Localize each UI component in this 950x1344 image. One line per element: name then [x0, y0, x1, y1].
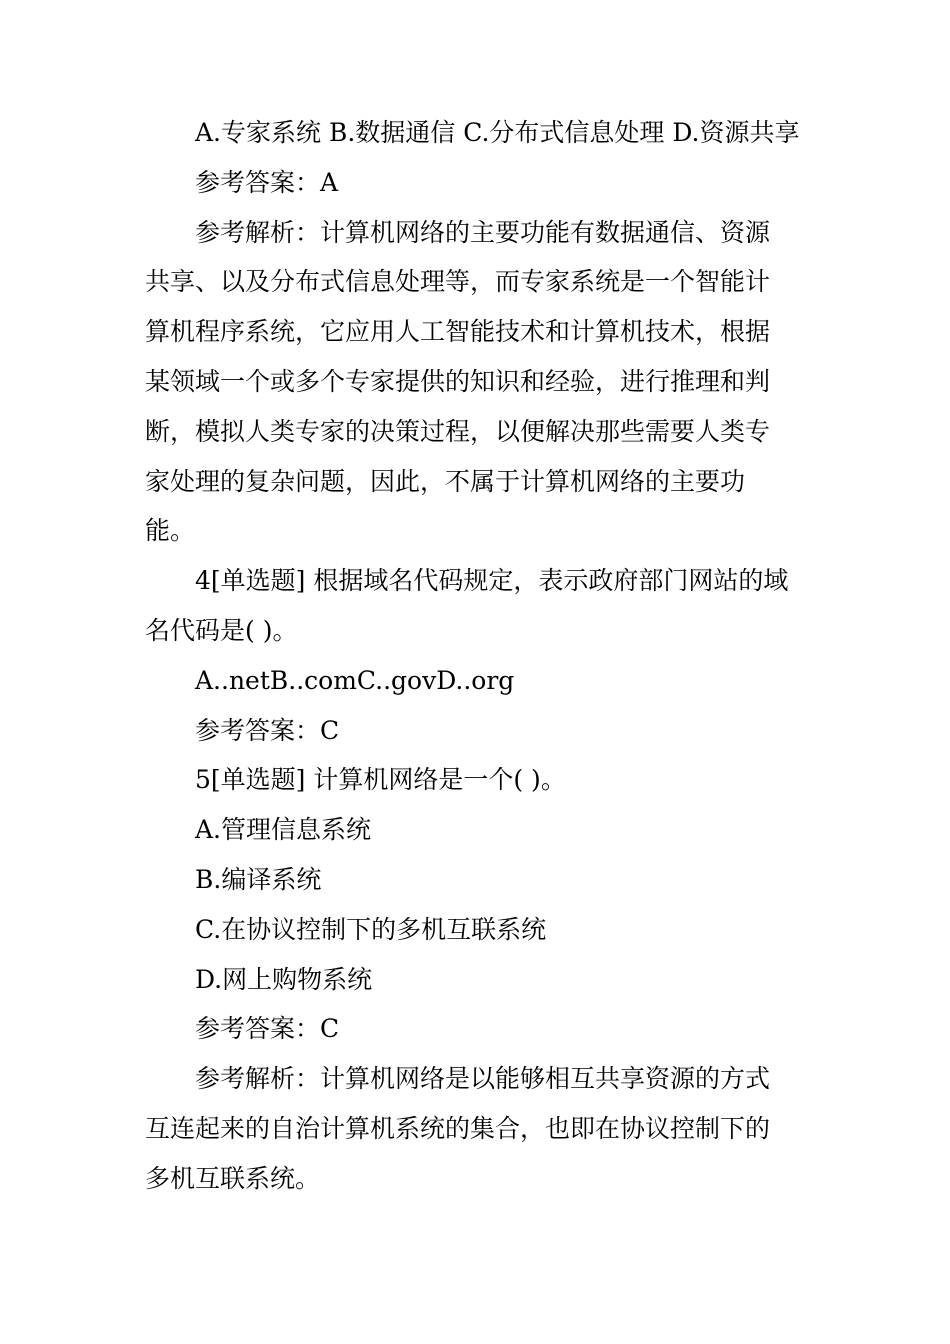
q5-question: 5[单选题] 计算机网络是一个( )。: [195, 765, 566, 795]
q3-analysis-line: 算机程序系统，它应用人工智能技术和计算机技术，根据: [145, 317, 771, 347]
q3-analysis-line: 某领域一个或多个专家提供的知识和经验，进行推理和判: [145, 366, 771, 396]
q3-analysis: [145, 208, 805, 557]
q4-question: [145, 556, 805, 656]
q4-answer: 参考答案：C: [195, 715, 340, 745]
q4-question-line: 4[单选题] 根据域名代码规定，表示政府部门网站的域: [195, 566, 789, 596]
q5-analysis: [145, 1054, 805, 1203]
q4-question-line: 名代码是( )。: [145, 615, 298, 645]
q3-answer: 参考答案：A: [195, 167, 339, 197]
q3-analysis-line: 共享、以及分布式信息处理等，而专家系统是一个智能计: [145, 267, 771, 297]
q5-analysis-line: 互连起来的自治计算机系统的集合，也即在协议控制下的: [145, 1113, 771, 1143]
q3-options: A.专家系统 B.数据通信 C.分布式信息处理 D.资源共享: [195, 118, 800, 147]
q5-option-c: C.在协议控制下的多机互联系统: [195, 914, 547, 944]
document-page: [145, 108, 805, 1204]
q3-analysis-line: 断，模拟人类专家的决策过程，以便解决那些需要人类专: [145, 416, 771, 446]
q3-analysis-line: 参考解析：计算机网络的主要功能有数据通信、资源: [195, 217, 771, 247]
q5-analysis-line: 多机互联系统。: [145, 1163, 321, 1193]
q4-options: A..netB..comC..govD..org: [195, 665, 515, 695]
q3-analysis-line: 家处理的复杂问题，因此，不属于计算机网络的主要功: [145, 466, 746, 496]
q3-analysis-line: 能。: [145, 516, 196, 546]
q5-option-b: B.编译系统: [195, 864, 322, 894]
q5-answer: 参考答案：C: [195, 1014, 340, 1044]
q5-option-a: A.管理信息系统: [195, 815, 372, 845]
q5-option-d: D.网上购物系统: [195, 964, 373, 994]
q5-analysis-line: 参考解析：计算机网络是以能够相互共享资源的方式: [195, 1064, 771, 1094]
